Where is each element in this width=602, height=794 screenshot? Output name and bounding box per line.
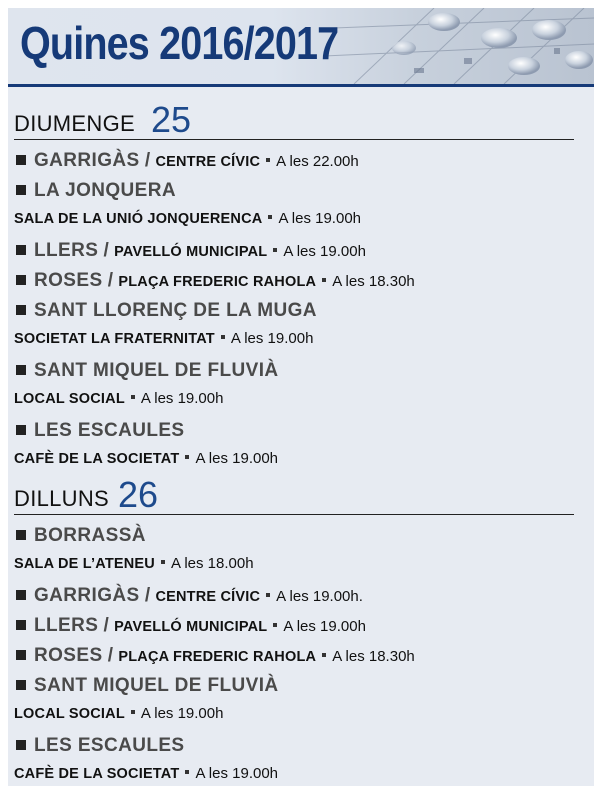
bullet-square-icon — [16, 650, 26, 660]
bullet-square-icon — [16, 155, 26, 165]
bullet-square-icon — [16, 425, 26, 435]
list-item — [14, 416, 574, 476]
bullet-square-icon — [16, 305, 26, 315]
venue-name: CENTRE CÍVIC — [155, 589, 261, 605]
bullet-square-icon — [16, 740, 26, 750]
bullet-square-icon — [16, 620, 26, 630]
town-name: GARRIGÀS — [34, 585, 140, 606]
separator-dot-icon — [185, 770, 189, 774]
list-item: ROSES / PLAÇA FREDERIC RAHOLA A les 18.30h — [14, 266, 574, 296]
separator-dot-icon — [266, 593, 270, 597]
separator-dot-icon — [268, 215, 272, 219]
list-item: ROSES / PLAÇA FREDERIC RAHOLA A les 18.30h — [14, 641, 574, 671]
bullet-square-icon — [16, 275, 26, 285]
venue-name: PAVELLÓ MUNICIPAL — [114, 619, 268, 635]
separator-dot-icon — [131, 395, 135, 399]
venue-name: CAFÈ DE LA SOCIETAT — [14, 766, 180, 782]
list-item: GARRIGÀS / CENTRE CÍVIC A les 19.00h. — [14, 581, 574, 611]
list-item — [14, 176, 574, 236]
venue-name: CENTRE CÍVIC — [155, 154, 261, 170]
event-time: A les 18.00h — [170, 555, 254, 572]
town-name: SANT MIQUEL DE FLUVIÀ — [34, 675, 279, 696]
bullet-square-icon — [16, 245, 26, 255]
venue-name: LOCAL SOCIAL — [14, 391, 125, 407]
list-item — [14, 521, 574, 581]
separator-dot-icon — [322, 278, 326, 282]
bullet-square-icon — [16, 365, 26, 375]
bingo-card-illustration — [294, 8, 594, 84]
day-number: 25 — [151, 99, 192, 140]
event-time: A les 19.00h — [283, 618, 366, 635]
header-banner — [8, 8, 594, 84]
venue-name: SALA DE LA UNIÓ JONQUERENCA — [14, 211, 263, 227]
day-name: DILLUNS — [14, 486, 110, 511]
event-time: A les 18.30h — [332, 648, 415, 665]
town-name: LES ESCAULES — [34, 735, 185, 756]
day-number: 26 — [118, 474, 159, 515]
bullet-square-icon — [16, 185, 26, 195]
town-name: LES ESCAULES — [34, 420, 185, 441]
bullet-square-icon — [16, 530, 26, 540]
list-item — [14, 296, 574, 356]
list-item — [14, 356, 574, 416]
separator-dot-icon — [273, 248, 277, 252]
header-divider — [8, 84, 594, 87]
separator-dot-icon — [221, 335, 225, 339]
day-heading — [14, 99, 574, 140]
town-name: LA JONQUERA — [34, 180, 176, 201]
list-item: LLERS / PAVELLÓ MUNICIPAL A les 19.00h — [14, 611, 574, 641]
list-item: LLERS / PAVELLÓ MUNICIPAL A les 19.00h — [14, 236, 574, 266]
town-name: BORRASSÀ — [34, 525, 146, 546]
town-name: SANT MIQUEL DE FLUVIÀ — [34, 360, 279, 381]
day-heading — [14, 474, 574, 515]
event-time: A les 19.00h. — [276, 588, 363, 605]
town-name: ROSES — [34, 270, 103, 291]
event-time: A les 19.00h — [195, 765, 279, 782]
venue-name: PLAÇA FREDERIC RAHOLA — [118, 649, 317, 665]
list-item — [14, 671, 574, 731]
event-time: A les 19.00h — [140, 390, 224, 407]
event-time: A les 19.00h — [278, 210, 362, 227]
event-time: A les 19.00h — [230, 330, 314, 347]
bullet-square-icon — [16, 590, 26, 600]
day-section-diumenge — [14, 99, 574, 476]
town-name: SANT LLORENÇ DE LA MUGA — [34, 300, 317, 321]
page-title: Quines 2016/2017 — [20, 17, 339, 69]
separator-dot-icon — [161, 560, 165, 564]
venue-name: CAFÈ DE LA SOCIETAT — [14, 451, 180, 467]
town-name: ROSES — [34, 645, 103, 666]
separator-dot-icon — [273, 623, 277, 627]
day-name: DIUMENGE — [14, 111, 135, 136]
venue-name: PLAÇA FREDERIC RAHOLA — [118, 274, 317, 290]
list-item — [14, 731, 574, 791]
event-time: A les 22.00h — [276, 153, 359, 170]
town-name: GARRIGÀS — [34, 150, 140, 171]
separator-dot-icon — [131, 710, 135, 714]
separator-dot-icon — [185, 455, 189, 459]
venue-name: PAVELLÓ MUNICIPAL — [114, 244, 268, 260]
day-section-dilluns — [14, 474, 574, 791]
event-time: A les 19.00h — [283, 243, 366, 260]
event-time: A les 19.00h — [195, 450, 279, 467]
event-time: A les 19.00h — [140, 705, 224, 722]
separator-dot-icon — [266, 158, 270, 162]
venue-name: SOCIETAT LA FRATERNITAT — [14, 331, 215, 347]
list-item: GARRIGÀS / CENTRE CÍVIC A les 22.00h — [14, 146, 574, 176]
bullet-square-icon — [16, 680, 26, 690]
venue-name: LOCAL SOCIAL — [14, 706, 125, 722]
separator-dot-icon — [322, 653, 326, 657]
town-name: LLERS — [34, 615, 99, 636]
event-time: A les 18.30h — [332, 273, 415, 290]
town-name: LLERS — [34, 240, 99, 261]
venue-name: SALA DE L’ATENEU — [14, 556, 155, 572]
